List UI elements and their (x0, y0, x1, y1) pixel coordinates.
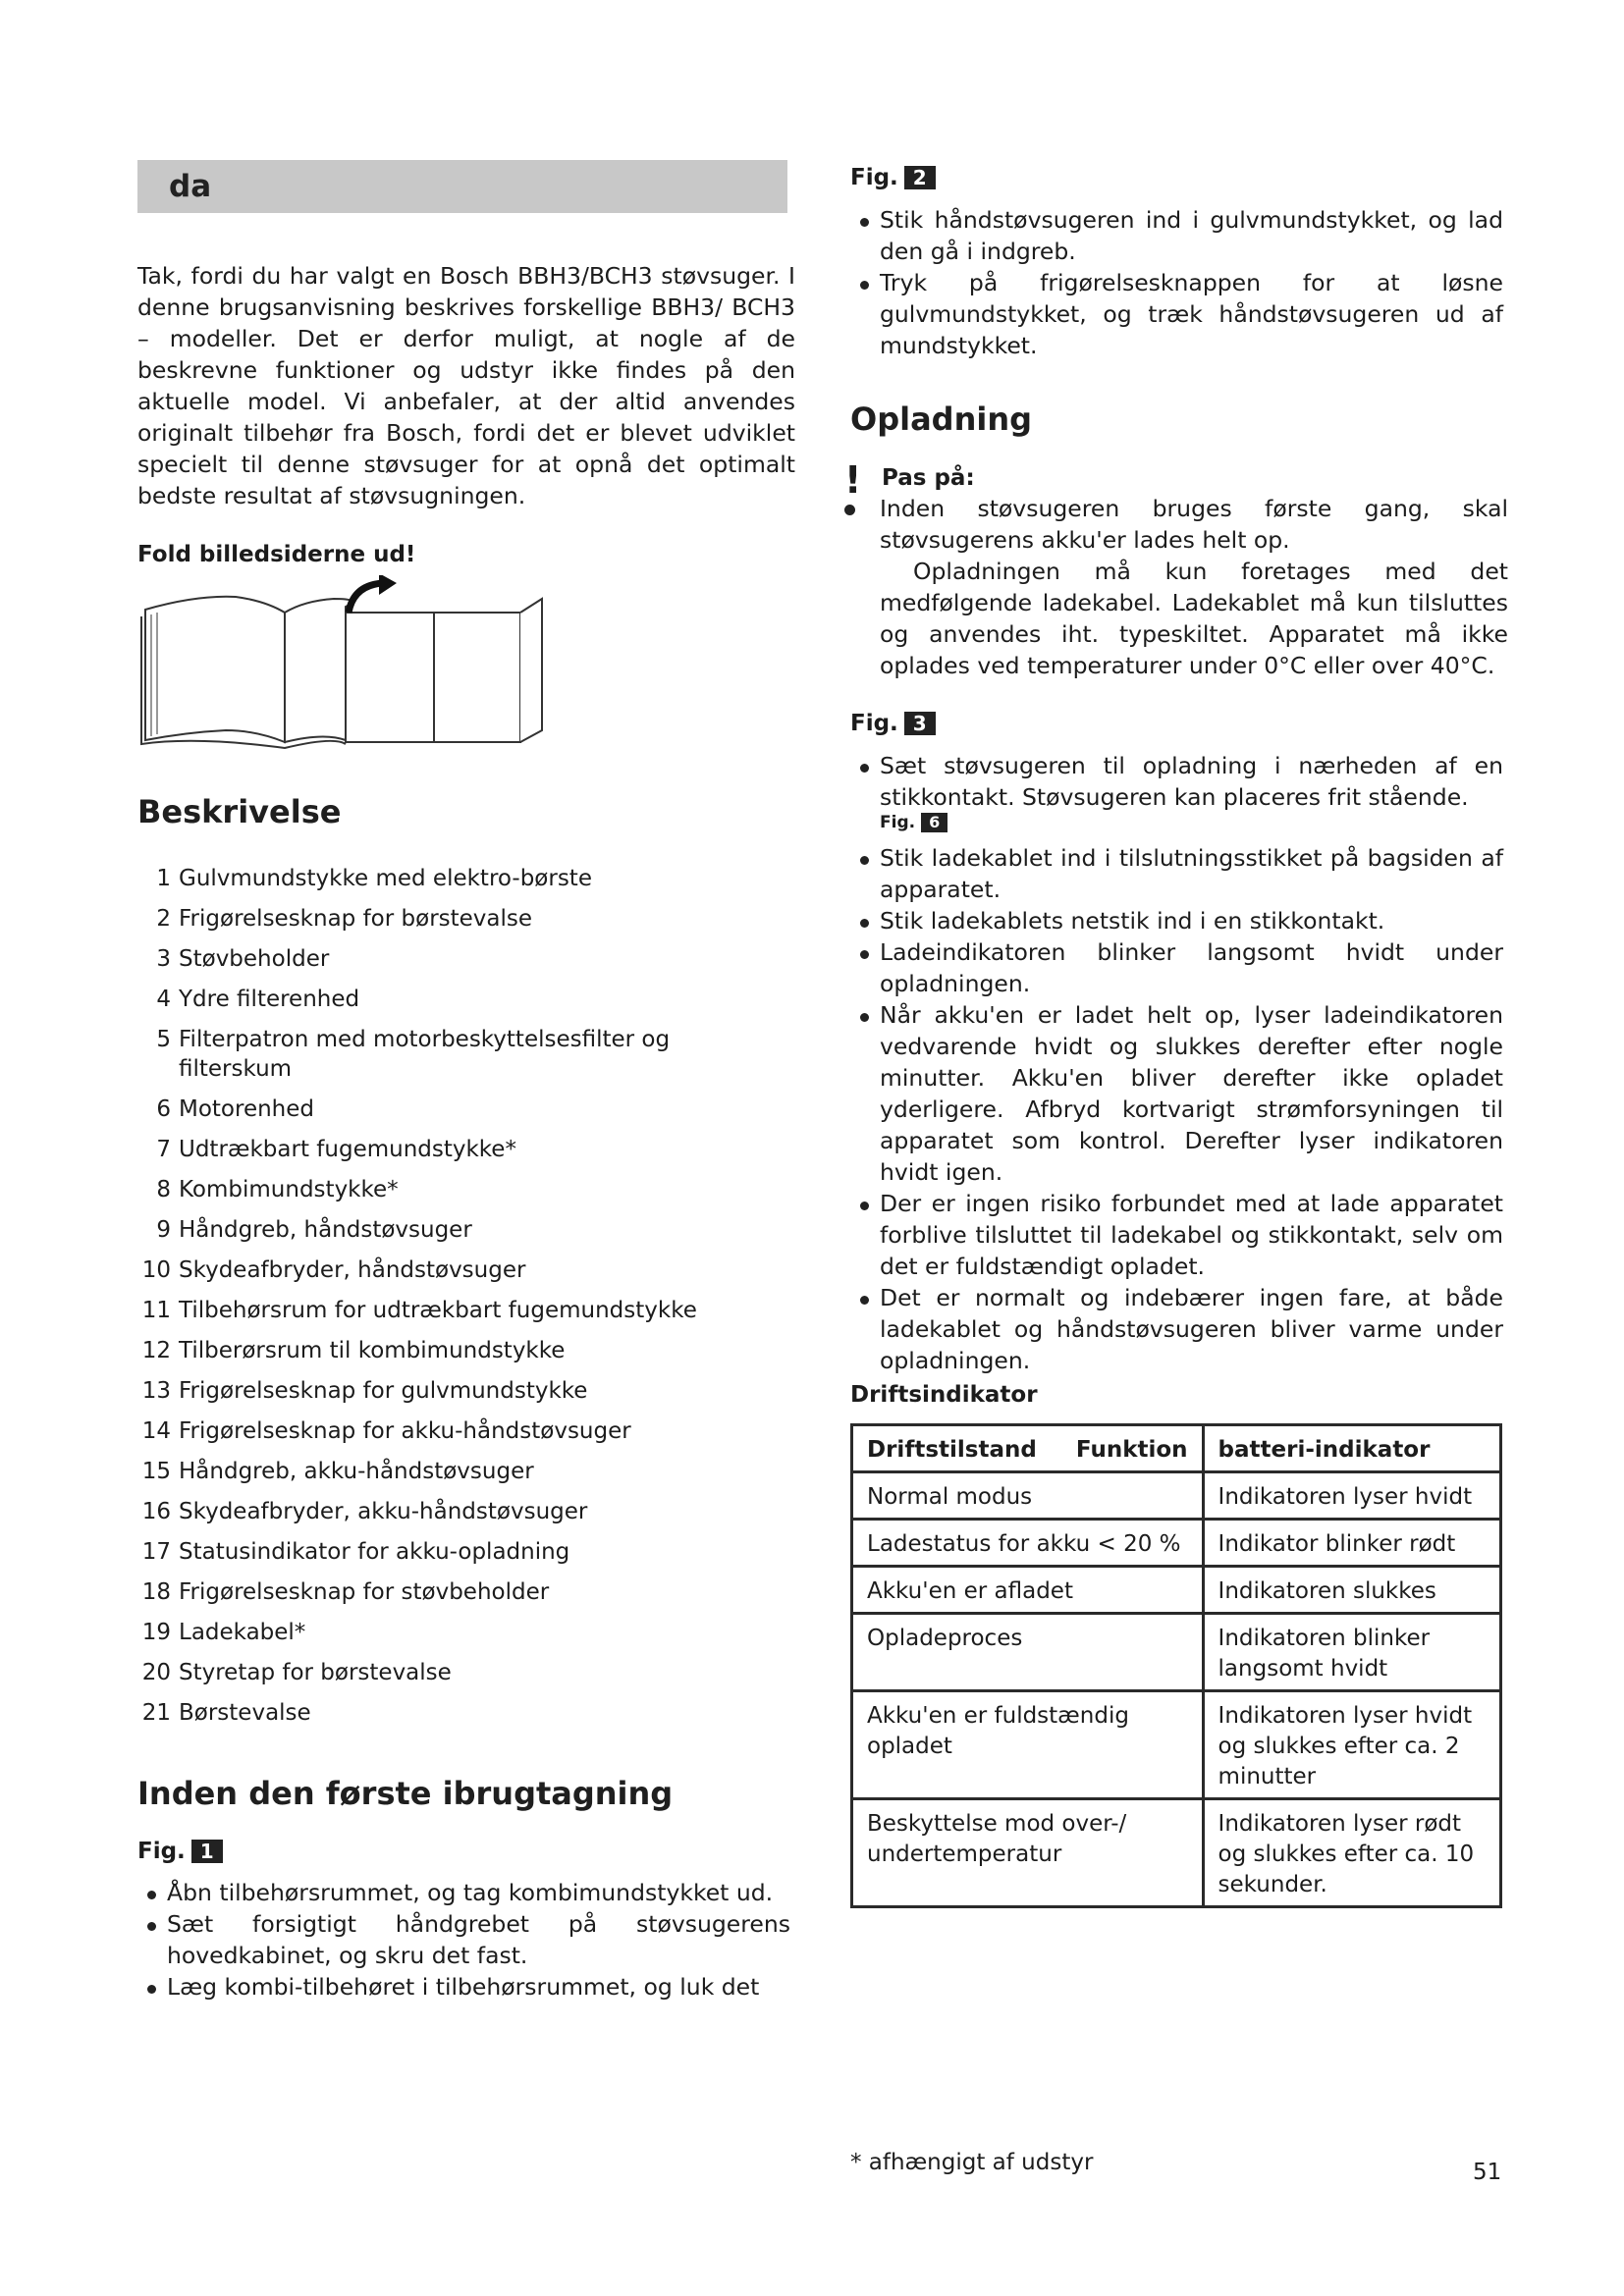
item-number: 13 (141, 1378, 171, 1404)
item-label: Håndgreb, håndstøvsuger (179, 1217, 472, 1243)
first-use-heading: Inden den første ibrugtagning (137, 1775, 674, 1812)
parts-list (137, 864, 776, 1738)
table-row (852, 1567, 1501, 1614)
item-number: 14 (141, 1418, 171, 1444)
item-number: 8 (156, 1177, 171, 1202)
table-cell: Ladestatus for akku < 20 % (852, 1520, 1204, 1567)
list-item (137, 1658, 776, 1687)
list-item (137, 864, 776, 893)
list-item (137, 1215, 776, 1245)
list-item (137, 1135, 776, 1164)
item-label: Frigørelsesknap for børstevalse (179, 906, 533, 932)
list-item: Sæt støvsugeren til opladning i nærheden af en stikkontakt. Støvsugeren kan placeres frit stående. (850, 750, 1503, 813)
item-label: Styretap for børstevalse (179, 1660, 452, 1685)
warning-text: Inden støvsugeren bruges første gang, skal støvsugerens akku'er lades helt op. (880, 495, 1508, 554)
list-item (137, 1336, 776, 1365)
list-item (137, 1255, 776, 1285)
list-item (137, 904, 776, 934)
footnote: * afhængigt af udstyr (850, 2150, 1094, 2175)
item-label: Statusindikator for akku-opladning (179, 1539, 570, 1565)
item-label: Ladekabel* (179, 1620, 306, 1645)
item-number: 2 (156, 906, 171, 932)
item-label: Tilberørsrum til kombimundstykke (179, 1338, 566, 1363)
figure-number-badge: 6 (921, 813, 947, 832)
item-label: Frigørelsesknap for støvbeholder (179, 1579, 550, 1605)
bullet-dot (844, 505, 855, 515)
item-number: 10 (141, 1257, 171, 1283)
item-label: Frigørelsesknap for akku-håndstøvsuger (179, 1418, 631, 1444)
item-number: 17 (141, 1539, 171, 1565)
item-number: 11 (141, 1298, 171, 1323)
warning-paragraph: Opladningen må kun foretages med det medfølgende ladekabel. Ladekablet må kun tilsluttes og anvendes iht. typeskiltet. Apparatet må ikke oplades ved temperaturer under 0°C eller over 40°C. (880, 558, 1508, 679)
table-cell: Opladeproces (852, 1614, 1204, 1691)
table-row (852, 1520, 1501, 1567)
warning-icon: ! (844, 458, 862, 502)
item-label: Skydeafbryder, håndstøvsuger (179, 1257, 526, 1283)
table-cell: Indikatoren blinker langsomt hvidt (1203, 1614, 1500, 1691)
item-label: Ydre filterenhed (179, 987, 360, 1012)
charging-heading: Opladning (850, 400, 1033, 438)
list-item (137, 1497, 776, 1526)
item-number: 18 (141, 1579, 171, 1605)
item-label: Børstevalse (179, 1700, 311, 1726)
item-number: 12 (141, 1338, 171, 1363)
item-label: Gulvmundstykke med elektro-børste (179, 866, 592, 891)
charging-steps (850, 750, 1503, 1376)
indicator-table (850, 1423, 1502, 1908)
item-number: 16 (141, 1499, 171, 1524)
fig2-steps (850, 204, 1503, 361)
list-item (137, 1537, 776, 1567)
list-item: Ladeindikatoren blinker langsomt hvidt under opladningen. (850, 936, 1503, 999)
item-number: 21 (141, 1700, 171, 1726)
first-use-steps (137, 1877, 790, 2002)
list-item: Tryk på frigørelsesknappen for at løsne gulvmundstykket, og træk håndstøvsugeren ud af mundstykket. (850, 267, 1503, 361)
list-item: Læg kombi-tilbehøret i tilbehørsrummet, og luk det (137, 1971, 790, 2002)
table-row (852, 1472, 1501, 1520)
table-header-cell: batteri-indikator (1203, 1425, 1500, 1472)
figure-number-badge: 2 (904, 166, 936, 189)
item-number: 9 (156, 1217, 171, 1243)
figure-reference: Fig. 2 (850, 165, 936, 190)
list-item (137, 1296, 776, 1325)
page-number: 51 (1473, 2160, 1502, 2185)
list-item (137, 1376, 776, 1406)
list-item (137, 1577, 776, 1607)
item-number: 5 (156, 1027, 171, 1052)
item-number: 20 (141, 1660, 171, 1685)
item-number: 7 (156, 1137, 171, 1162)
language-tab: da (137, 160, 787, 213)
item-number: 19 (141, 1620, 171, 1645)
list-item: Stik ladekablet ind i tilslutningsstikket på bagsiden af apparatet. (850, 842, 1503, 905)
item-label: Støvbeholder (179, 946, 330, 972)
list-item: Åbn tilbehørsrummet, og tag kombimundstykket ud. (137, 1877, 790, 1908)
figure-reference: Fig. 1 (137, 1839, 223, 1864)
figure-number-badge: 1 (191, 1840, 223, 1863)
item-label: Udtrækbart fugemundstykke* (179, 1137, 516, 1162)
item-label: Frigørelsesknap for gulvmundstykke (179, 1378, 588, 1404)
list-item: Der er ingen risiko forbundet med at lade apparatet forblive tilsluttet til ladekabel og stikkontakt, selv om det er fuldstændigt opladet. (850, 1188, 1503, 1282)
inline-figure-reference: Fig. 6 (850, 813, 1503, 842)
list-item (137, 1416, 776, 1446)
table-cell: Normal modus (852, 1472, 1204, 1520)
list-item (137, 1457, 776, 1486)
item-number: 1 (156, 866, 171, 891)
figure-reference: Fig. 3 (850, 711, 936, 736)
list-item: Sæt forsigtigt håndgrebet på støvsugerens hovedkabinet, og skru det fast. (137, 1908, 790, 1971)
table-cell: Indikator blinker rødt (1203, 1520, 1500, 1567)
table-cell: Akku'en er afladet (852, 1567, 1204, 1614)
list-item (137, 944, 776, 974)
list-item (137, 1175, 776, 1204)
table-row (852, 1691, 1501, 1799)
list-item: Stik håndstøvsugeren ind i gulvmundstykket, og lad den gå i indgreb. (850, 204, 1503, 267)
table-header-cell: Driftstilstand Funktion (852, 1425, 1204, 1472)
table-row (852, 1614, 1501, 1691)
item-label: Kombimundstykke* (179, 1177, 399, 1202)
list-item (137, 1618, 776, 1647)
intro-paragraph: Tak, fordi du har valgt en Bosch BBH3/BCH3 støvsuger. I denne brugsanvisning beskrives forskellige BBH3/ BCH3 – modeller. Det er derfor muligt, at nogle af de beskrevne funktioner og udstyr ikke findes på den aktuelle model. Vi anbefaler, at der altid anvendes originalt tilbehør fra Bosch, fordi det er blevet udviklet specielt til denne støvsuger for at opnå det optimalt bedste resultat af støvsugningen. (137, 262, 795, 509)
figure-number-badge: 3 (904, 712, 936, 735)
item-label: Filterpatron med motorbeskyttelsesfilter og filterskum (179, 1027, 671, 1082)
fold-out-pages-illustration (137, 575, 550, 752)
table-row (852, 1799, 1501, 1907)
indicator-table-title: Driftsindikator (850, 1382, 1038, 1408)
list-item (137, 1095, 776, 1124)
list-item (137, 985, 776, 1014)
description-heading: Beskrivelse (137, 793, 342, 830)
fold-instruction: Fold billedsiderne ud! (137, 542, 416, 567)
item-label: Håndgreb, akku-håndstøvsuger (179, 1459, 534, 1484)
table-cell: Akku'en er fuldstændig opladet (852, 1691, 1204, 1799)
item-label: Motorenhed (179, 1096, 315, 1122)
item-label: Tilbehørsrum for udtrækbart fugemundstykke (179, 1298, 697, 1323)
item-label: Skydeafbryder, akku-håndstøvsuger (179, 1499, 588, 1524)
item-number: 6 (156, 1096, 171, 1122)
item-number: 3 (156, 946, 171, 972)
list-item: Det er normalt og indebærer ingen fare, at både ladekablet og håndstøvsugeren bliver varme under opladningen. (850, 1282, 1503, 1376)
item-number: 4 (156, 987, 171, 1012)
item-number: 15 (141, 1459, 171, 1484)
list-item (137, 1698, 776, 1728)
list-item: Når akku'en er ladet helt op, lyser ladeindikatoren vedvarende hvidt og slukkes derefter efter nogle minutter. Akku'en bliver derefter ikke opladet yderligere. Afbryd kortvarigt strømforsyningen til apparatet som kontrol. Derefter lyser indikatoren hvidt igen. (850, 999, 1503, 1188)
table-header-row (852, 1425, 1501, 1472)
table-cell: Indikatoren slukkes (1203, 1567, 1500, 1614)
list-item: Stik ladekablets netstik ind i en stikkontakt. (850, 905, 1503, 936)
table-cell: Indikatoren lyser rødt og slukkes efter ca. 10 sekunder. (1203, 1799, 1500, 1907)
list-item (137, 1025, 776, 1084)
table-cell: Indikatoren lyser hvidt og slukkes efter ca. 2 minutter (1203, 1691, 1500, 1799)
table-cell: Indikatoren lyser hvidt (1203, 1472, 1500, 1520)
warning-title: Pas på: (882, 465, 975, 491)
table-cell: Beskyttelse mod over-/ undertemperatur (852, 1799, 1204, 1907)
